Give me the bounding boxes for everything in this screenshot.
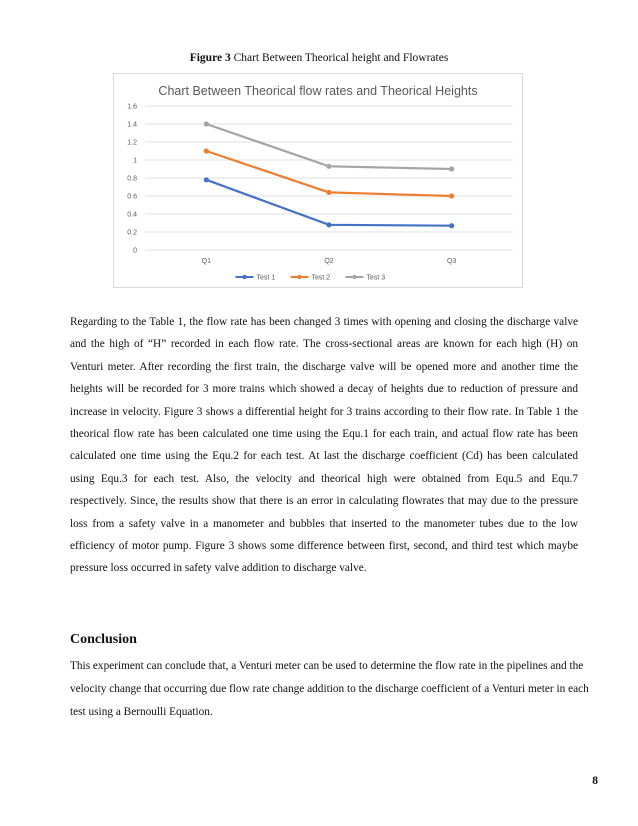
figure-caption-text: Chart Between Theorical height and Flowrates (233, 52, 449, 64)
chart-title: Chart Between Theorical flow rates and Theorical Heights (158, 84, 478, 98)
y-tick-label: 1 (133, 157, 137, 165)
line-chart (113, 73, 523, 288)
data-point (204, 177, 209, 182)
data-point (204, 148, 209, 153)
y-tick-label: 1.4 (127, 121, 137, 129)
data-point (204, 121, 209, 126)
y-tick-label: 0.2 (127, 229, 137, 237)
legend-marker (242, 275, 246, 279)
figure-label: Figure 3 (189, 52, 231, 64)
y-tick-label: 0.4 (127, 211, 137, 219)
legend-label: Test 2 (311, 274, 331, 282)
data-point (449, 193, 454, 198)
legend-marker (352, 275, 356, 279)
y-tick-label: 1.2 (127, 139, 137, 147)
x-tick-label: Q1 (201, 258, 212, 265)
y-tick-label: 0 (133, 247, 137, 255)
legend-marker (297, 275, 301, 279)
data-point (326, 164, 331, 169)
y-tick-label: 1.6 (127, 103, 137, 111)
conclusion-text: This experiment can conclude that, a Venturi meter can be used to determine the flow rate in the pipelines and the velocity change that occurring due flow rate change addition to the discharge coefficient of a Venturi meter in each test using a Bernoulli Equation. (70, 660, 589, 718)
body-paragraph: Regarding to the Table 1, the flow rate has been changed 3 times with opening and closing the discharge valve and the high of “H” recorded in each flow rate. The cross-sectional areas are known for each high (H) on Venturi meter. After recording the first train, the discharge valve will be opened more and another time the heights will be recorded for 3 more trains which showed a decay of heights due to reduction of pressure and increase in velocity. Figure 3 shows a differential height for 3 trains according to their flow rate. In Table 1 the theorical flow rate has been calculated one time using the Equ.1 for each train, and actual flow rate has been calculated one time using the Equ.2 for each test. At last the discharge coefficient (Cd) has been calculated using Equ.3 for each test. Also, the velocity and theorical high were obtained from Equ.5 and Equ.7 respectively. Since, the results show that there is an error in calculating flowrates that may due to the pressure loss from a safety valve in a manometer and bubbles that inserted to the manometer tubes due to the low efficiency of motor pump. Figure 3 shows some difference between first, second, and third test which maybe pressure loss occurred in safety valve addition to discharge valve. (70, 316, 578, 575)
y-tick-label: 0.6 (127, 193, 137, 201)
figure-caption (0, 52, 638, 64)
page-number: 8 (592, 775, 598, 787)
conclusion-heading: Conclusion (70, 632, 137, 647)
data-point (449, 166, 454, 171)
legend-label: Test 1 (256, 274, 276, 282)
x-tick-label: Q3 (446, 258, 457, 265)
legend-label: Test 3 (366, 274, 386, 282)
data-point (449, 223, 454, 228)
x-tick-label: Q2 (324, 258, 334, 265)
data-point (326, 222, 331, 227)
y-tick-label: 0.8 (127, 175, 137, 183)
data-point (326, 190, 331, 195)
chart-svg (113, 73, 523, 288)
